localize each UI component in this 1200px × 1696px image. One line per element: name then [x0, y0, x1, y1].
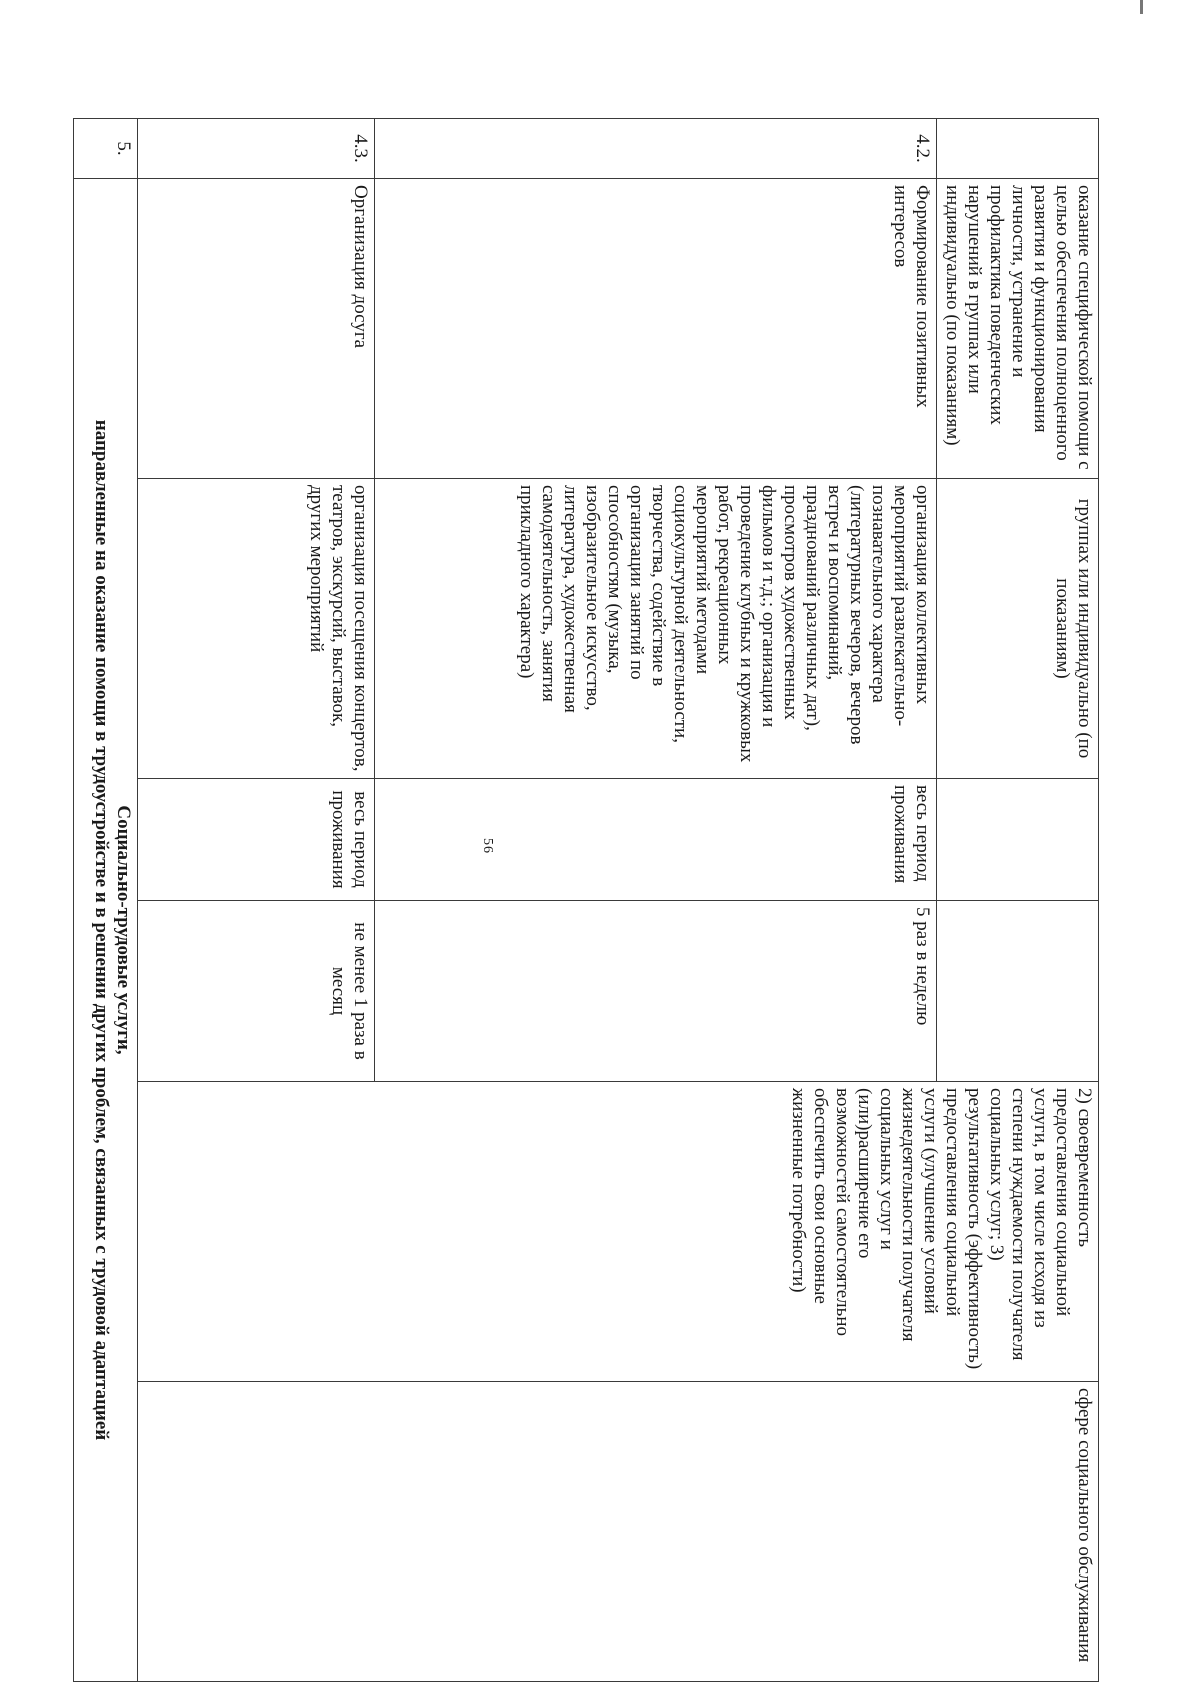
service-period: весь период проживания [138, 779, 375, 901]
row-number [937, 119, 1099, 179]
table-row [937, 119, 1099, 1682]
service-name: оказание специфической помощи с целью обеспечения полноценного развития и функционирования личности, устранение и профилактика поведенческих нарушений в группах или индивидуально (по показаниям) [937, 179, 1099, 479]
section-title: Социально-трудовые услуги, [113, 805, 134, 1055]
page-number: 56 [480, 838, 495, 854]
services-table [73, 118, 1099, 1682]
service-frequency: 5 раз в неделю [375, 901, 937, 1082]
service-frequency: не менее 1 раза в месяц [138, 901, 375, 1082]
service-period: весь период проживания [375, 779, 937, 901]
section-subtitle: направленные на оказание помощи в трудоустройстве и в решении других проблем, связанных с трудовой адаптацией [91, 419, 112, 1441]
service-content: группах или индивидуально (по показаниям) [937, 479, 1099, 779]
service-conditions: сфере социального обслуживания [138, 1382, 1099, 1682]
section-number: 5. [74, 119, 138, 179]
section-row [74, 119, 138, 1682]
row-number: 4.2. [375, 119, 937, 179]
section-heading [74, 179, 138, 1682]
service-name: Организация досуга [138, 179, 375, 479]
service-content: организация коллективных мероприятий развлекательно-познавательного характера (литературных вечеров, вечеров встреч и воспоминаний, празднований различных дат), просмотров художественных фильмов и т.д.; организация и проведение клубных и кружковых работ, рекреационных мероприятий методами социокультурной деятельности, творчества, содействие в организации занятий по способностям (музыка, изобразительное искусство, литература, художественная самодеятельность, занятия прикладного характера) [375, 479, 937, 779]
quality-indicators: 2) своевременность предоставления социальной услуги, в том числе исходя из степени нуждаемости получателя социальных услуг; 3) результативность (эффективность) предоставления социальной услуги (улучшение условий жизнедеятельности получателя социальных услуг и (или)расширение его возможностей самостоятельно обеспечить свои основные жизненные потребности) [138, 1082, 1099, 1382]
row-number: 4.3. [138, 119, 375, 179]
service-frequency [937, 901, 1099, 1082]
service-content: организация посещения концертов, театров, экскурсий, выставок, других мероприятий [138, 479, 375, 779]
service-name: Формирование позитивных интересов [375, 179, 937, 479]
service-period [937, 779, 1099, 901]
